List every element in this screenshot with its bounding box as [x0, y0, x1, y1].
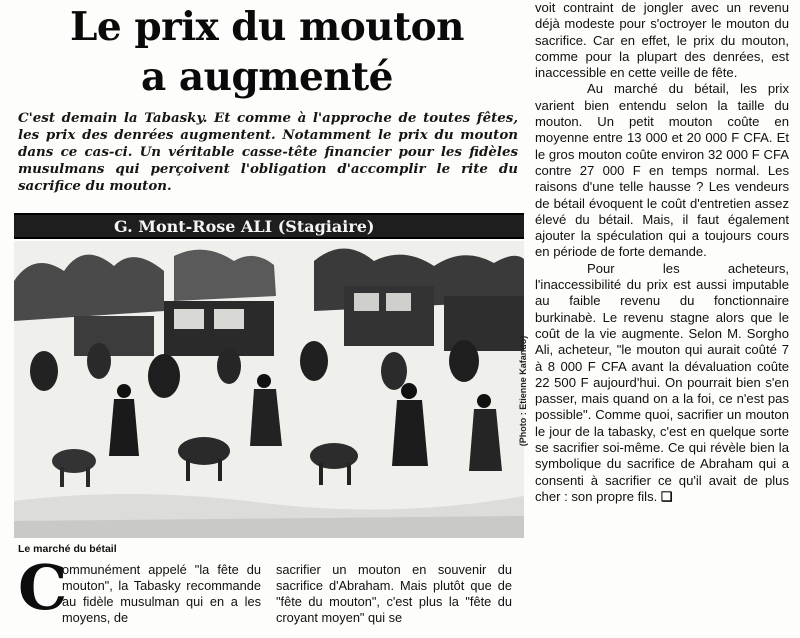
photo-credit-text: (Photo : Etienne Kafando)	[518, 335, 528, 447]
body-column-2: sacrifier un mouton en souvenir du sacrifice d'Abraham. Mais plutôt que de "fête du mouton", c'est plus la "fête du croyant moyen" qui se	[276, 562, 512, 625]
photo-caption: Le marché du bétail	[18, 543, 117, 555]
byline-bar	[14, 213, 524, 239]
headline-line-2: a augmenté	[140, 54, 393, 100]
headline	[14, 2, 520, 102]
drop-cap: C	[18, 551, 68, 624]
body-paragraph-2: Au marché du bétail, les prix varient bien entendu selon la taille du mouton. Un petit mouton coûte en moyenne entre 13 000 et 20 000 F CFA. Et le gros mouton coûte environ 32 000 F CFA contre 27 000 F en temps normal. Les raisons d'une telle hausse ? Les vendeurs de bétail évoquent le coût d'entretien assez élevé du bétail. Mais, il faut également ajouter la spéculation qui a toujours cours en période de forte demande.	[535, 81, 789, 260]
photo-credit	[514, 326, 532, 456]
headline-line-1: Le prix du mouton	[70, 4, 464, 50]
lead-paragraph: C'est demain la Tabasky. Et comme à l'approche de toutes fêtes, les prix des denrées augmentent. Notamment le prix du mouton dans ce cas-ci. Un véritable casse-tête financier pour les fidèles musulmans qui perçoivent l'obligation d'accomplir le rite du sacrifice du mouton.	[18, 110, 518, 194]
body-column-1	[18, 551, 261, 626]
market-photo-illustration	[14, 241, 524, 538]
market-photo	[14, 241, 524, 538]
body-paragraph-3-text: Pour les acheteurs, l'inaccessibilité du prix est aussi imputable au faible revenu du fonctionnaire burkinabè. Le revenu stagne alors que le coût de la vie augmente. Selon M. Sorgho Ali, acheteur, "le mouton qui aurait coûté 7 à 8 000 F CFA avant la dévaluation coûte 22 500 F aujourd'hui. On pourrait bien s'en passer, mais quand on a la foi, ce n'est pas possible". Comme quoi, sacrifier un mouton le jour de la tabasky, c'est en quelque sorte se sacrifier soi-même. Ce qui révèle bien la symbolique du sacrifice de Abraham qui a consenti à sacrifier ce qu'il avait de plus cher : son propre fils.	[535, 260, 789, 504]
end-mark: ❑	[660, 488, 673, 504]
body-column-3	[535, 0, 789, 638]
body-column-1-text: ommunément appelé "la fête du mouton", la Tabasky recommande au fidèle musulman qui en a les moyens, de	[62, 562, 261, 625]
byline-author: G. Mont-Rose ALI (Stagiaire)	[114, 217, 375, 236]
body-paragraph-3	[535, 261, 789, 505]
body-paragraph-1: voit contraint de jongler avec un revenu déjà modeste pour s'octroyer le mouton du sacrifice. Car en effet, le prix du mouton, comme pour la plupart des denrées, est inaccessible en cette veille de fête.	[535, 0, 789, 81]
